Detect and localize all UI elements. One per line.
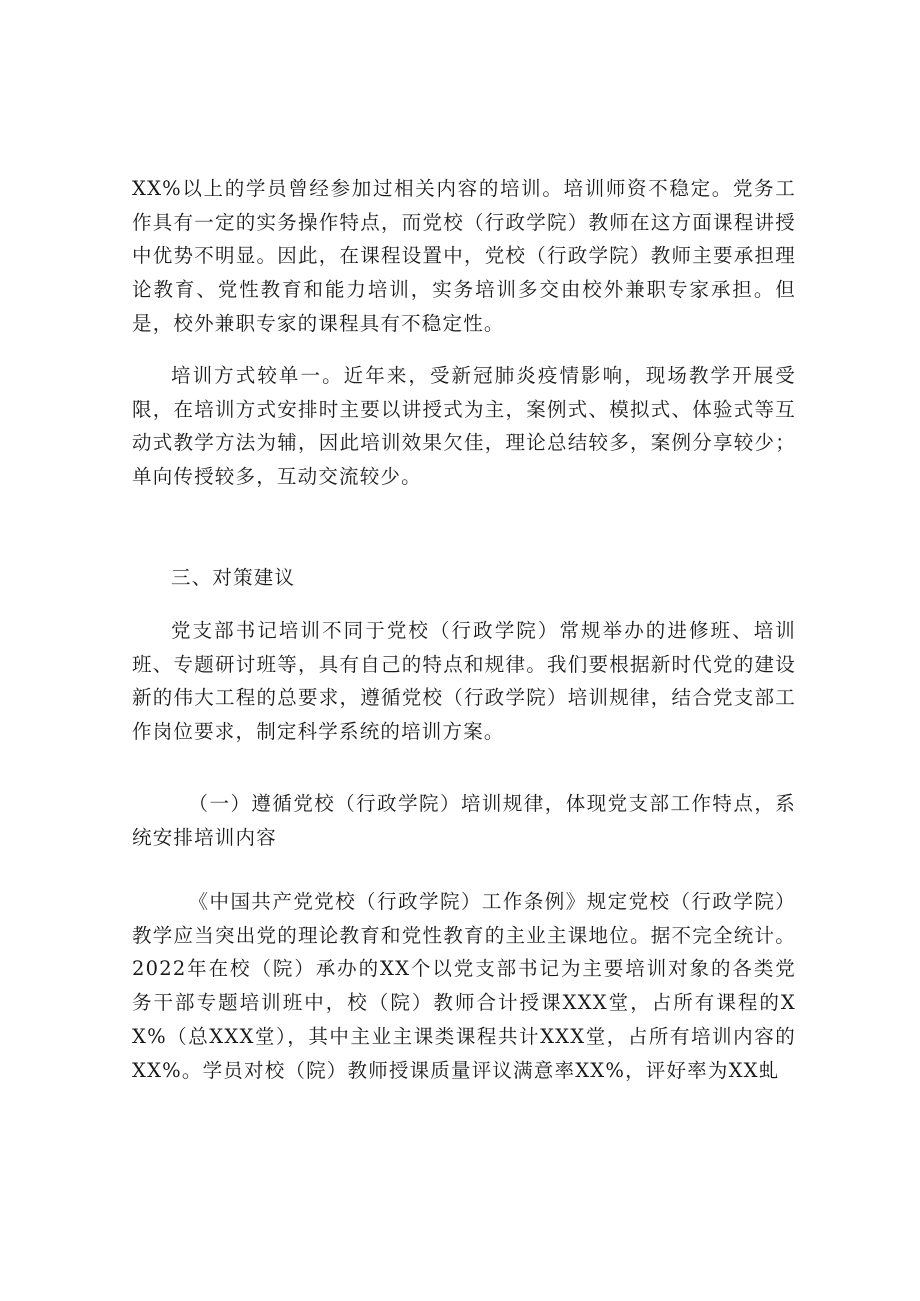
- paragraph-training-method: 培训方式较单一。近年来，受新冠肺炎疫情影响，现场教学开展受限，在培训方式安排时主要以讲授式为主，案例式、模拟式、体验式等互动式教学方法为辅，因此培训效果欠佳，理论总结较多，案例分享较少；单向传授较多，互动交流较少。: [132, 364, 796, 489]
- paragraph-countermeasures-intro: 党支部书记培训不同于党校（行政学院）常规举办的进修班、培训班、专题研讨班等，具有自己的特点和规律。我们要根据新时代党的建设新的伟大工程的总要求，遵循党校（行政学院）培训规律，结合党支部工作岗位要求，制定科学系统的培训方案。: [132, 619, 796, 744]
- paragraph-regulations-statistics: 《中国共产党党校（行政学院）工作条例》规定党校（行政学院）教学应当突出党的理论教育和党性教育的主业主课地位。据不完全统计。2022年在校（院）承办的XX个以党支部书记为主要培训对象的各类党务干部专题培训班中，校（院）教师合计授课XXX堂，占所有课程的XX%（总XXX堂），其中主业主课类课程共计XXX堂，占所有培训内容的XX%。学员对校（院）教师授课质量评议满意率XX%，评好率为XX虬: [132, 890, 796, 1082]
- paragraph-training-staff: XX%以上的学员曾经参加过相关内容的培训。培训师资不稳定。党务工作具有一定的实务操作特点，而党校（行政学院）教师在这方面课程讲授中优势不明显。因此，在课程设置中，党校（行政学院）教师主要承担理论教育、党性教育和能力培训，实务培训多交由校外兼职专家承担。但是，校外兼职专家的课程具有不稳定性。: [132, 177, 796, 335]
- subheading-one: （一）遵循党校（行政学院）培训规律，体现党支部工作特点，系统安排培训内容: [132, 792, 796, 849]
- section-heading-countermeasures: 三、对策建议: [171, 566, 296, 589]
